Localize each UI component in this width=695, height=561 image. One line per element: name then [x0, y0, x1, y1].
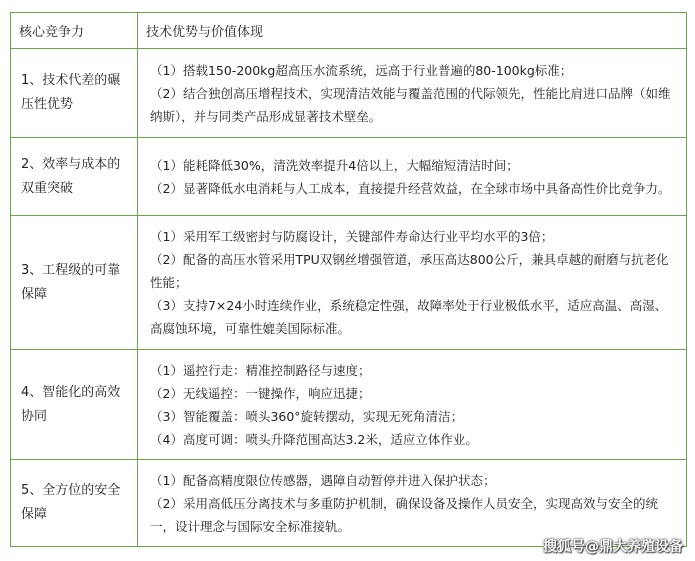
row-title: 3、工程级的可靠保障 — [11, 216, 138, 350]
content-line: （4）高度可调：喷头升降范围高达3.2米，适应立体作业。 — [150, 431, 478, 447]
row-content — [138, 350, 687, 460]
row-content — [138, 460, 687, 547]
row-title: 5、全方位的安全保障 — [11, 460, 138, 547]
table-row — [11, 460, 687, 547]
content-line: （2）无线遥控：一键操作，响应迅捷； — [150, 385, 371, 401]
table-row — [11, 216, 687, 350]
content-line: （1）搭载150-200kg超高压水流系统，远高于行业普遍的80-100kg标准； — [150, 62, 573, 78]
content-line: （2）采用高低压分离技术与多重防护机制，确保设备及操作人员安全，实现高效与安全的统一，设计理念与国际安全标准接轨。 — [150, 495, 658, 534]
capability-table — [10, 12, 687, 547]
row-content — [138, 216, 687, 350]
content-line: （1）能耗降低30%，清洗效率提升4倍以上，大幅缩短清洁时间； — [150, 157, 519, 173]
content-line: （2）结合独创高压增程技术，实现清洁效能与覆盖范围的代际领先，性能比肩进口品牌（如维纳斯），并与同类产品形成显著技术壁垒。 — [150, 85, 671, 124]
row-content — [138, 49, 687, 138]
content-line: （2）配备的高压水管采用TPU双钢丝增强管道，承压高达800公斤，兼具卓越的耐磨与抗老化性能； — [150, 252, 669, 290]
header-tech-advantage: 技术优势与价值体现 — [138, 13, 687, 49]
table-header-row — [11, 13, 687, 49]
table-row — [11, 138, 687, 216]
row-content — [138, 138, 687, 216]
content-line: （1）遥控行走：精准控制路径与速度； — [150, 362, 371, 378]
watermark: 搜狐号@鼎大养殖设备 — [543, 539, 683, 555]
content-line: （1）采用军工级密封与防腐设计，关键部件寿命达行业平均水平的3倍； — [150, 229, 554, 244]
row-title: 4、智能化的高效协同 — [11, 350, 138, 460]
content-line: （3）智能覆盖：喷头360°旋转摆动，实现无死角清洁； — [150, 408, 464, 424]
row-title: 2、效率与成本的双重突破 — [11, 138, 138, 216]
content-line: （3）支持7×24小时连续作业，系统稳定性强，故障率处于行业极低水平，适应高温、高湿、高腐蚀环境，可靠性媲美国际标准。 — [150, 298, 668, 336]
header-core-competence: 核心竞争力 — [11, 13, 138, 49]
table-row — [11, 350, 687, 460]
table-row — [11, 49, 687, 138]
content-line: （2）显著降低水电消耗与人工成本，直接提升经营效益，在全球市场中具备高性价比竞争力。 — [150, 180, 671, 196]
content-line: （1）配备高精度限位传感器，遇障自动暂停并进入保护状态； — [150, 472, 496, 488]
row-title: 1、技术代差的碾压性优势 — [11, 49, 138, 138]
